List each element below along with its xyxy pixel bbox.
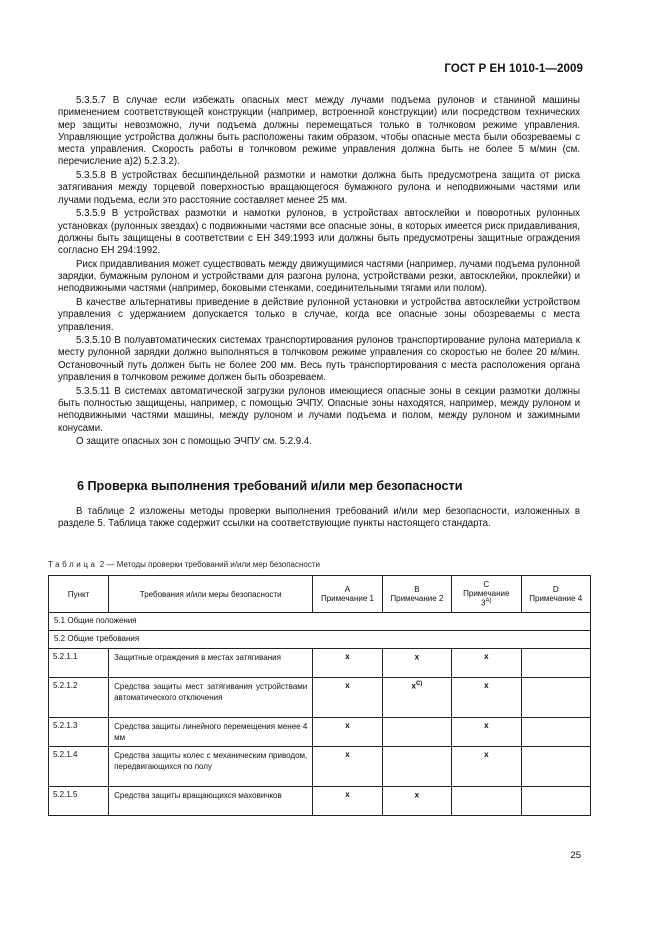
row-item: 5.2.1.3 [49,718,109,747]
row-item: 5.2.1.2 [49,678,109,718]
row-mark-d [521,747,590,787]
header-a [313,576,382,613]
header-d-note: Примечание 4 [529,594,583,603]
row-mark-a: x [313,678,382,718]
row-mark-a: x [313,747,382,787]
header-a-note: Примечание 1 [320,594,374,603]
table-group-row [49,613,591,631]
header-d-letter: D [552,585,559,594]
row-mark-d [521,787,590,816]
table-caption-text: 2 — Методы проверки требований и/или мер безопасности [97,560,321,569]
row-mark-d [521,718,590,747]
row-mark-b [382,718,451,747]
row-mark-c: x [452,718,521,747]
header-c-note: Примечание 3 [463,589,510,608]
row-mark-a: x [313,649,382,678]
group-general-requirements: 5.2 Общие требования [49,631,591,649]
row-mark-b-value: x [414,790,420,800]
group-general-provisions: 5.1 Общие положения [49,613,591,631]
verification-methods-table [48,575,591,816]
row-mark-d [521,649,590,678]
row-mark-b [382,678,451,718]
page-number: 25 [570,850,581,861]
table-group-row [49,631,591,649]
table-row [49,718,591,747]
row-mark-a: x [313,787,382,816]
paragraph-5-3-5-10: 5.3.5.10 В полуавтоматических системах транспортирования рулонов транспортирование рулона материала к месту рулонной зарядки должно выполняться в толчковом режиме управления со скоростью не более 20 м/мин. Остановочный путь должен быть не более 200 мм. Весь путь транспортирования с места расположения органа управления в толчковом режиме должен быть обозреваем. [58,335,580,384]
row-mark-c: x [452,678,521,718]
row-mark-c [452,787,521,816]
row-requirement: Средства защиты вращающихся маховичков [109,787,313,816]
row-mark-b [382,747,451,787]
row-mark-c: x [452,649,521,678]
paragraph-5-3-5-11: 5.3.5.11 В системах автоматической загрузки рулонов имеющиеся опасные зоны в секции размотки должны быть полностью защищены, например, с помощью ЭЧПУ. Опасные зоны находятся, например, между рулоном и неподвижными частями машины, между рулоном и лучами подъема и полом, между рулоном и зажимными конусами. [58,385,580,434]
table-row [49,787,591,816]
row-mark-d [521,678,590,718]
row-mark-b-value: x [414,652,420,662]
header-c-footnote-ref: A) [485,598,492,605]
table-caption [48,560,320,569]
header-d [521,576,590,613]
table-row [49,649,591,678]
row-mark-c: x [452,747,521,787]
row-requirement: Средства защиты мест затягивания устройствами автоматического отключения [109,678,313,718]
row-requirement: Защитные ограждения в местах затягивания [109,649,313,678]
paragraph-echpu-note: О защите опасных зон с помощью ЭЧПУ см. 5.2.9.4. [76,436,312,448]
row-item: 5.2.1.1 [49,649,109,678]
row-mark-a: x [313,718,382,747]
header-b-letter: B [414,585,420,594]
header-b [382,576,451,613]
row-mark-b [382,649,451,678]
paragraph-alternative: В качестве альтернативы приведение в действие рулонной установки и устройства автосклейки устройством управления с удержанием допускается только в случае, когда все опасные зоны обозреваемы с места управления. [58,296,580,333]
header-c [452,576,521,613]
paragraph-5-3-5-7: 5.3.5.7 В случае если избежать опасных мест между лучами подъема рулонов и станиной машины применением соответствующей конструкции (например, встроенной конструкции) или посредством технических мер защиты невозможно, лучи подъема должны перемещаться только в толчковом режиме управления. Управляющие устройства должны быть расположены таким образом, чтобы опасные места были обозреваемы с места управления. Скорость работы в толчковом режиме управления должна быть не более 5 м/мин (см. перечисление а)2) 5.2.3.2). [58,95,580,168]
row-item: 5.2.1.4 [49,747,109,787]
paragraph-5-3-5-9: 5.3.5.9 В устройствах размотки и намотки рулонов, в устройствах автосклейки и поворотных рулонных установках (рулонных звездах) с подвижными частями все опасные зоны, в которых имеется риск придавливания, должны быть защищены в соответствии с ЕН 349:1993 или должны быть предусмотрены защитные ограждения согласно ЕН 294:1992. [58,208,580,257]
paragraph-5-3-5-8: 5.3.5.8 В устройствах бесшпиндельной размотки и намотки должна быть предусмотрена защита от риска затягивания между торцевой поверхностью вращающегося бумажного рулона и неподвижными частями или лучами подъема, если это расстояние составляет менее 25 мм. [58,170,580,206]
row-requirement: Средства защиты линейного перемещения менее 4 мм [109,718,313,747]
header-item: Пункт [49,576,109,613]
body-text [58,95,580,450]
row-requirement: Средства защиты колес с механическим приводом, передвигающихся по полу [109,747,313,787]
table-row [49,747,591,787]
document-id-header: ГОСТ Р ЕН 1010-1—2009 [444,63,583,75]
header-c-letter: C [483,580,490,590]
header-requirement: Требования и/или меры безопасности [109,576,313,613]
row-mark-b-value: x [411,681,416,691]
section-6-intro [58,506,580,531]
header-b-note: Примечание 2 [390,594,444,603]
table-caption-word: Таблица [48,560,98,569]
paragraph-crush-risk: Риск придавливания может существовать между движущимися частями (например, лучами подъема рулонной зарядки, бумажным рулоном и устройствами для разгона рулона, устройствами резки, автосклейки, проклейки) и неподвижными частями (например, боковыми стенками, соединительными тягами или полом). [58,258,580,295]
table-header-row [49,576,591,613]
row-item: 5.2.1.5 [49,787,109,816]
section-6-heading: 6 Проверка выполнения требований и/или мер безопасности [77,479,463,493]
header-a-letter: A [344,585,351,594]
table-row [49,678,591,718]
row-mark-b [382,787,451,816]
section-intro-text: В таблице 2 изложены методы проверки выполнения требований и/или мер безопасности, изложенных в разделе 5. Таблица также содержит ссылки на соответствующие пункты настоящего стандарта. [58,506,580,530]
row-mark-b-footnote: C) [415,681,423,687]
